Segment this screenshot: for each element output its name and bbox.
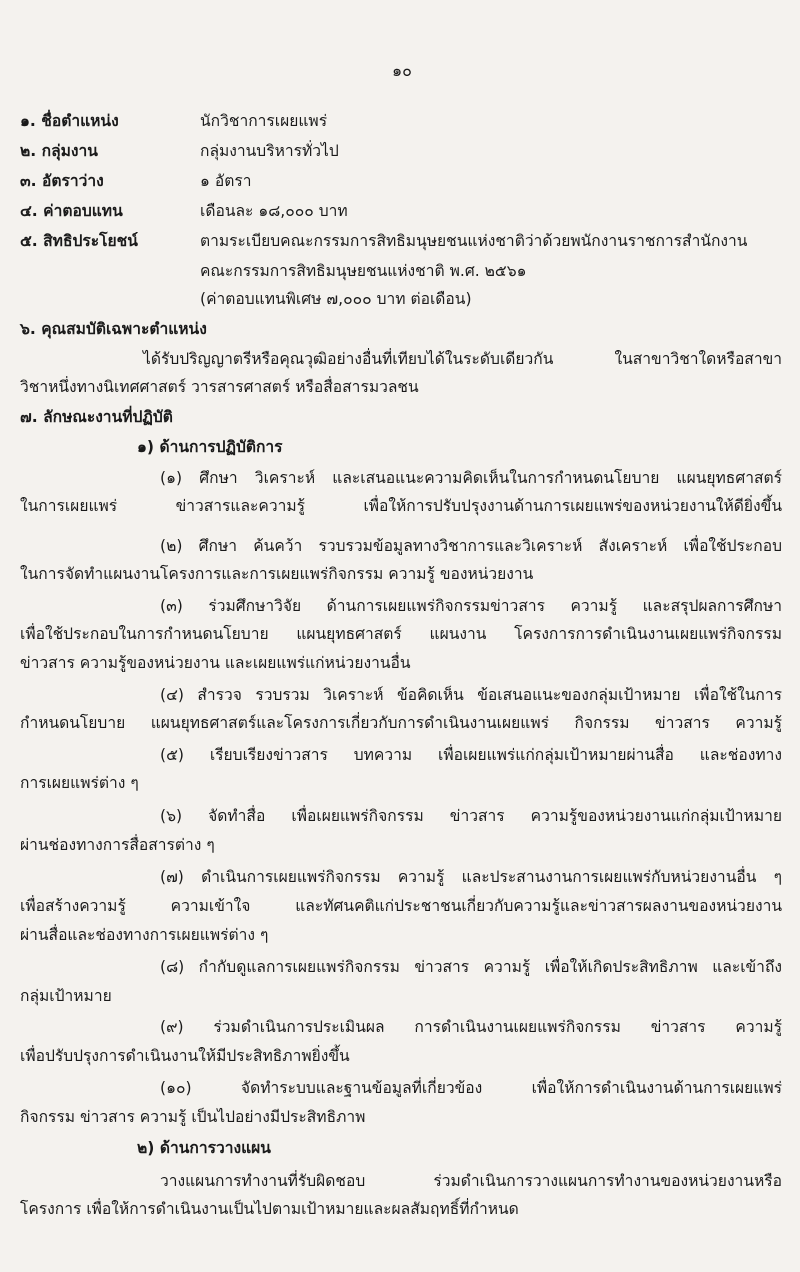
field-value-vacancy: ๑ อัตรา [200, 172, 252, 190]
duty-item-line: กิจกรรม ข่าวสาร ความรู้ เป็นไปอย่างมีประสิทธิภาพ [20, 1108, 366, 1126]
duty-item-line: กลุ่มเป้าหมาย [20, 987, 112, 1005]
paragraph-line: วิชาหนึ่งทางนิเทศศาสตร์ วารสารศาสตร์ หรือสื่อสารมวลชน [20, 378, 419, 396]
subsection-heading-planning: ๒) ด้านการวางแผน [137, 1139, 271, 1157]
duty-item-line: (๕) เรียบเรียงข่าวสาร บทความ เพื่อเผยแพร่แก่กลุ่มเป้าหมายผ่านสื่อ และช่องทาง [160, 746, 782, 764]
duty-item-line: (๒) ศึกษา ค้นคว้า รวบรวมข้อมูลทางวิชาการและวิเคราะห์ สังเคราะห์ เพื่อใช้ประกอบ [160, 537, 782, 555]
duty-item-line: ในการจัดทำแผนงานโครงการและการเผยแพร่กิจกรรม ความรู้ ของหน่วยงาน [20, 565, 534, 583]
subsection-heading-operations: ๑) ด้านการปฏิบัติการ [137, 438, 283, 456]
section-heading-qualification: ๖. คุณสมบัติเฉพาะตำแหน่ง [20, 320, 207, 338]
paragraph-line: โครงการ เพื่อให้การดำเนินงานเป็นไปตามเป้าหมายและผลสัมฤทธิ์ที่กำหนด [20, 1200, 519, 1218]
field-label-salary: ๔. ค่าตอบแทน [20, 202, 123, 220]
field-value-benefits-line: ตามระเบียบคณะกรรมการสิทธิมนุษยชนแห่งชาติว่าด้วยพนักงานราชการสำนักงาน [200, 232, 748, 250]
field-label-position: ๑. ชื่อตำแหน่ง [20, 112, 119, 130]
duty-item-line: (๔) สำรวจ รวบรวม วิเคราะห์ ข้อคิดเห็น ข้อเสนอแนะของกลุ่มเป้าหมาย เพื่อใช้ในการ [160, 686, 782, 704]
duty-item-line: เพื่อปรับปรุงการดำเนินงานให้มีประสิทธิภาพยิ่งขึ้น [20, 1047, 350, 1065]
duty-item-line: เพื่อใช้ประกอบในการกำหนดนโยบาย แผนยุทธศาสตร์ แผนงาน โครงการการดำเนินงานเผยแพร่กิจกรรม [20, 625, 782, 643]
duty-item-line: ข่าวสาร ความรู้ของหน่วยงาน และเผยแพร่แก่หน่วยงานอื่น [20, 654, 411, 672]
duty-item-line: (๑) ศึกษา วิเคราะห์ และเสนอแนะความคิดเห็นในการกำหนดนโยบาย แผนยุทธศาสตร์ [160, 469, 782, 487]
field-label-vacancy: ๓. อัตราว่าง [20, 172, 104, 190]
paragraph-line: ได้รับปริญญาตรีหรือคุณวุฒิอย่างอื่นที่เทียบได้ในระดับเดียวกัน ในสาขาวิชาใดหรือสาขา [143, 350, 782, 368]
duty-item-line: เพื่อสร้างความรู้ ความเข้าใจ และทัศนคติแก่ประชาชนเกี่ยวกับความรู้และข่าวสารผลงานของหน่วยงาน [20, 897, 782, 915]
duty-item-line: การเผยแพร่ต่าง ๆ [20, 774, 139, 792]
duty-item-line: (๓) ร่วมศึกษาวิจัย ด้านการเผยแพร่กิจกรรมข่าวสาร ความรู้ และสรุปผลการศึกษา [160, 597, 782, 615]
duty-item-line: กำหนดนโยบาย แผนยุทธศาสตร์และโครงการเกี่ยวกับการดำเนินงานเผยแพร่ กิจกรรม ข่าวสาร ความรู้ [20, 714, 782, 732]
field-value-group: กลุ่มงานบริหารทั่วไป [200, 142, 339, 160]
field-label-group: ๒. กลุ่มงาน [20, 142, 98, 160]
field-label-benefits: ๕. สิทธิประโยชน์ [20, 232, 138, 250]
field-value-benefits-line: (ค่าตอบแทนพิเศษ ๗,๐๐๐ บาท ต่อเดือน) [200, 290, 472, 308]
duty-item-line: (๖) จัดทำสื่อ เพื่อเผยแพร่กิจกรรม ข่าวสาร ความรู้ของหน่วยงานแก่กลุ่มเป้าหมาย [160, 807, 782, 825]
duty-item-line: (๙) ร่วมดำเนินการประเมินผล การดำเนินงานเผยแพร่กิจกรรม ข่าวสาร ความรู้ [160, 1018, 782, 1036]
page-number: ๑๐ [392, 61, 412, 80]
duty-item-line: (๑๐) จัดทำระบบและฐานข้อมูลที่เกี่ยวข้อง เพื่อให้การดำเนินงานด้านการเผยแพร่ [160, 1079, 782, 1097]
field-value-salary: เดือนละ ๑๘,๐๐๐ บาท [200, 202, 348, 220]
duty-item-line: ผ่านช่องทางการสื่อสารต่าง ๆ [20, 836, 215, 854]
duty-item-line: ผ่านสื่อและช่องทางการเผยแพร่ต่าง ๆ [20, 926, 269, 944]
field-value-position: นักวิชาการเผยแพร่ [200, 112, 328, 130]
duty-item-line: ในการเผยแพร่ ข่าวสารและความรู้ เพื่อให้การปรับปรุงงานด้านการเผยแพร่ของหน่วยงานให้ดียิ่งขึ้น [20, 497, 782, 515]
paragraph-line: วางแผนการทำงานที่รับผิดชอบ ร่วมดำเนินการวางแผนการทำงานของหน่วยงานหรือ [160, 1172, 782, 1190]
duty-item-line: (๗) ดำเนินการเผยแพร่กิจกรรม ความรู้ และประสานงานการเผยแพร่กับหน่วยงานอื่น ๆ [160, 868, 782, 886]
duty-item-line: (๘) กำกับดูแลการเผยแพร่กิจกรรม ข่าวสาร ความรู้ เพื่อให้เกิดประสิทธิภาพ และเข้าถึง [160, 958, 782, 976]
section-heading-duties: ๗. ลักษณะงานที่ปฏิบัติ [20, 408, 173, 426]
field-value-benefits-line: คณะกรรมการสิทธิมนุษยชนแห่งชาติ พ.ศ. ๒๕๖๑ [200, 262, 527, 280]
